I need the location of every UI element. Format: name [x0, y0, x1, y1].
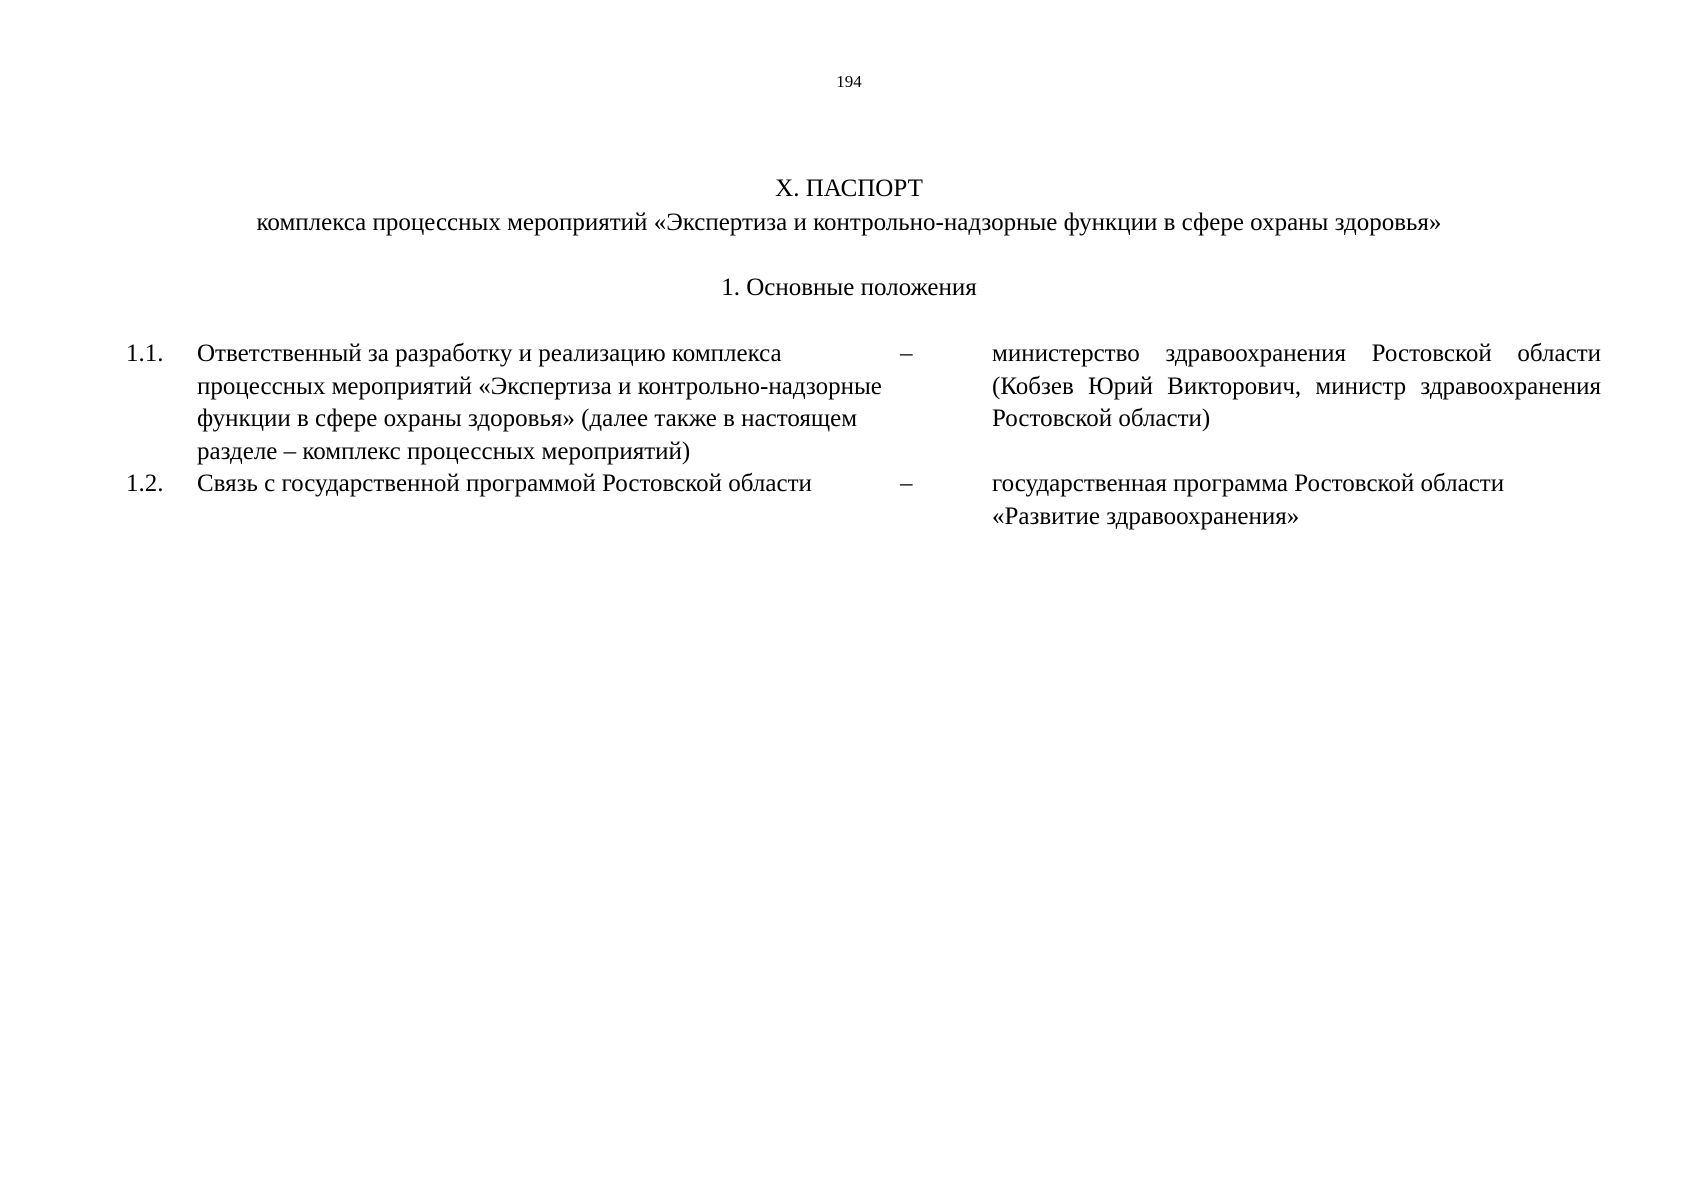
- item-dash: –: [900, 470, 913, 497]
- item-value: государственная программа Ростовской области «Развитие здравоохранения»: [992, 470, 1505, 530]
- page-number: 194: [836, 72, 862, 91]
- document-title: X. ПАСПОРТ: [775, 175, 923, 202]
- document-subtitle: комплекса процессных мероприятий «Экспертиза и контрольно-надзорные функции в сфере охраны здоровья»: [256, 209, 1442, 236]
- item-value: министерство здравоохранения Ростовской области (Кобзев Юрий Викторович, министр здравоохранения Ростовской области): [992, 340, 1601, 432]
- list-item: [126, 338, 1601, 468]
- item-number: 1.2.: [126, 470, 164, 497]
- section-title: 1. Основные положения: [721, 274, 977, 301]
- item-label: Связь с государственной программой Ростовской области: [197, 470, 812, 497]
- list-item: [126, 468, 1582, 533]
- provisions-list: [126, 338, 1601, 533]
- item-dash: –: [900, 340, 913, 367]
- item-label: Ответственный за разработку и реализацию комплекса процессных мероприятий «Экспертиза и контрольно-надзорные функции в сфере охраны здоровья» (далее также в настоящем разделе – комплекс процессных мероприятий): [197, 340, 882, 465]
- item-number: 1.1.: [126, 340, 164, 367]
